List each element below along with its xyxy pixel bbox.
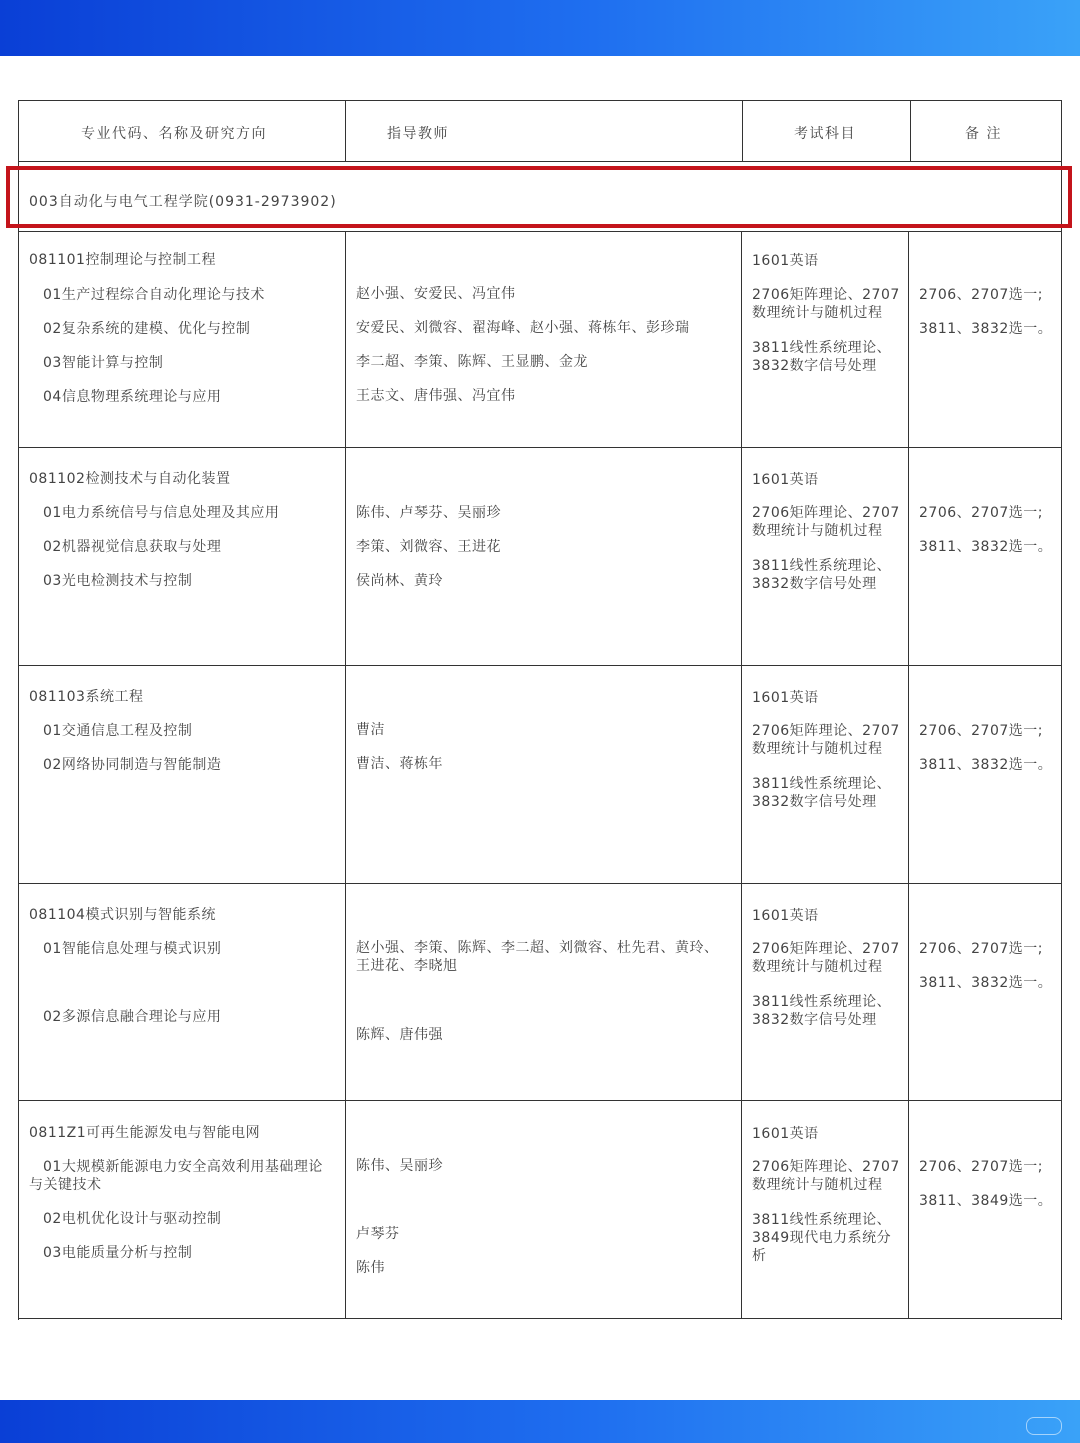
direction: 01智能信息处理与模式识别 [43, 941, 222, 957]
direction: 04信息物理系统理论与应用 [43, 389, 222, 405]
col-divider [741, 231, 742, 1319]
header-divider [19, 161, 1061, 162]
direction: 03光电检测技术与控制 [43, 573, 193, 589]
advisor: 李二超、李策、陈辉、王显鹏、金龙 [356, 354, 588, 370]
col-divider [345, 231, 346, 1319]
row-divider [19, 883, 1061, 884]
advisor: 曹洁 [356, 722, 385, 738]
school-name: 003自动化与电气工程学院(0931-2973902) [29, 194, 337, 210]
advisor: 赵小强、李策、陈辉、李二超、刘微容、杜先君、黄玲、王进花、李晓旭 [356, 940, 719, 974]
header-advisor: 指导教师 [387, 126, 449, 142]
row-divider [19, 1100, 1061, 1101]
top-banner [0, 0, 1080, 56]
advisor: 王志文、唐伟强、冯宜伟 [356, 388, 516, 404]
header-remark: 备 注 [965, 126, 1002, 142]
advisor: 李策、刘微容、王进花 [356, 539, 501, 555]
remark: 2706、2707选一; [919, 505, 1043, 521]
remark: 2706、2707选一; [919, 287, 1043, 303]
direction: 01交通信息工程及控制 [43, 723, 193, 739]
major-title: 0811Z1可再生能源发电与智能电网 [29, 1125, 261, 1141]
direction: 02电机优化设计与驱动控制 [43, 1211, 222, 1227]
exam: 2706矩阵理论、2707数理统计与随机过程 [752, 723, 900, 757]
advisor: 陈伟、卢琴芬、吴丽珍 [356, 505, 501, 521]
col-divider [742, 101, 743, 161]
school-divider [19, 231, 1061, 232]
col-divider [910, 101, 911, 161]
exam: 3811线性系统理论、3832数字信号处理 [752, 776, 892, 810]
advisor: 曹洁、蒋栋年 [356, 756, 443, 772]
highlight-box [6, 166, 1072, 228]
advisor: 赵小强、安爱民、冯宜伟 [356, 286, 516, 302]
row-divider [19, 447, 1061, 448]
bottom-banner [0, 1400, 1080, 1443]
major-title: 081102检测技术与自动化装置 [29, 471, 231, 487]
exam: 1601英语 [752, 253, 819, 269]
direction: 02机器视觉信息获取与处理 [43, 539, 222, 555]
major-title: 081104模式识别与智能系统 [29, 907, 216, 923]
remark: 3811、3832选一。 [919, 539, 1053, 555]
header-major: 专业代码、名称及研究方向 [81, 126, 267, 142]
advisor: 侯尚林、黄玲 [356, 573, 443, 589]
remark: 3811、3849选一。 [919, 1193, 1053, 1209]
remark: 2706、2707选一; [919, 723, 1043, 739]
exam: 1601英语 [752, 1126, 819, 1142]
advisor: 陈伟、吴丽珍 [356, 1158, 443, 1174]
exam: 2706矩阵理论、2707数理统计与随机过程 [752, 1159, 900, 1193]
major-title: 081101控制理论与控制工程 [29, 252, 216, 268]
exam: 1601英语 [752, 908, 819, 924]
exam: 3811线性系统理论、3832数字信号处理 [752, 340, 892, 374]
exam: 2706矩阵理论、2707数理统计与随机过程 [752, 287, 900, 321]
exam: 2706矩阵理论、2707数理统计与随机过程 [752, 941, 900, 975]
major-title: 081103系统工程 [29, 689, 144, 705]
direction: 01电力系统信号与信息处理及其应用 [43, 505, 280, 521]
advisor: 卢琴芬 [356, 1226, 400, 1242]
exam: 1601英语 [752, 690, 819, 706]
direction: 03智能计算与控制 [43, 355, 164, 371]
direction: 01生产过程综合自动化理论与技术 [43, 287, 265, 303]
watermark-logo [1026, 1417, 1062, 1435]
exam: 3811线性系统理论、3832数字信号处理 [752, 994, 892, 1028]
col-divider [908, 231, 909, 1319]
direction: 03电能质量分析与控制 [43, 1245, 193, 1261]
remark: 3811、3832选一。 [919, 975, 1053, 991]
remark: 3811、3832选一。 [919, 321, 1053, 337]
exam: 3811线性系统理论、3832数字信号处理 [752, 558, 892, 592]
row-divider [19, 665, 1061, 666]
exam: 2706矩阵理论、2707数理统计与随机过程 [752, 505, 900, 539]
row-divider [19, 1318, 1061, 1319]
exam: 3811线性系统理论、3849现代电力系统分析 [752, 1212, 892, 1264]
advisor: 陈辉、唐伟强 [356, 1027, 443, 1043]
direction: 02多源信息融合理论与应用 [43, 1009, 222, 1025]
direction: 02复杂系统的建模、优化与控制 [43, 321, 251, 337]
direction: 01大规模新能源电力安全高效利用基础理论与关键技术 [29, 1159, 323, 1193]
direction: 02网络协同制造与智能制造 [43, 757, 222, 773]
remark: 2706、2707选一; [919, 1159, 1043, 1175]
col-divider [345, 101, 346, 161]
admission-table [18, 100, 1062, 1320]
remark: 2706、2707选一; [919, 941, 1043, 957]
advisor: 陈伟 [356, 1260, 385, 1276]
exam: 1601英语 [752, 472, 819, 488]
header-exam: 考试科目 [794, 126, 856, 142]
advisor: 安爱民、刘微容、翟海峰、赵小强、蒋栋年、彭珍瑞 [356, 320, 690, 336]
remark: 3811、3832选一。 [919, 757, 1053, 773]
